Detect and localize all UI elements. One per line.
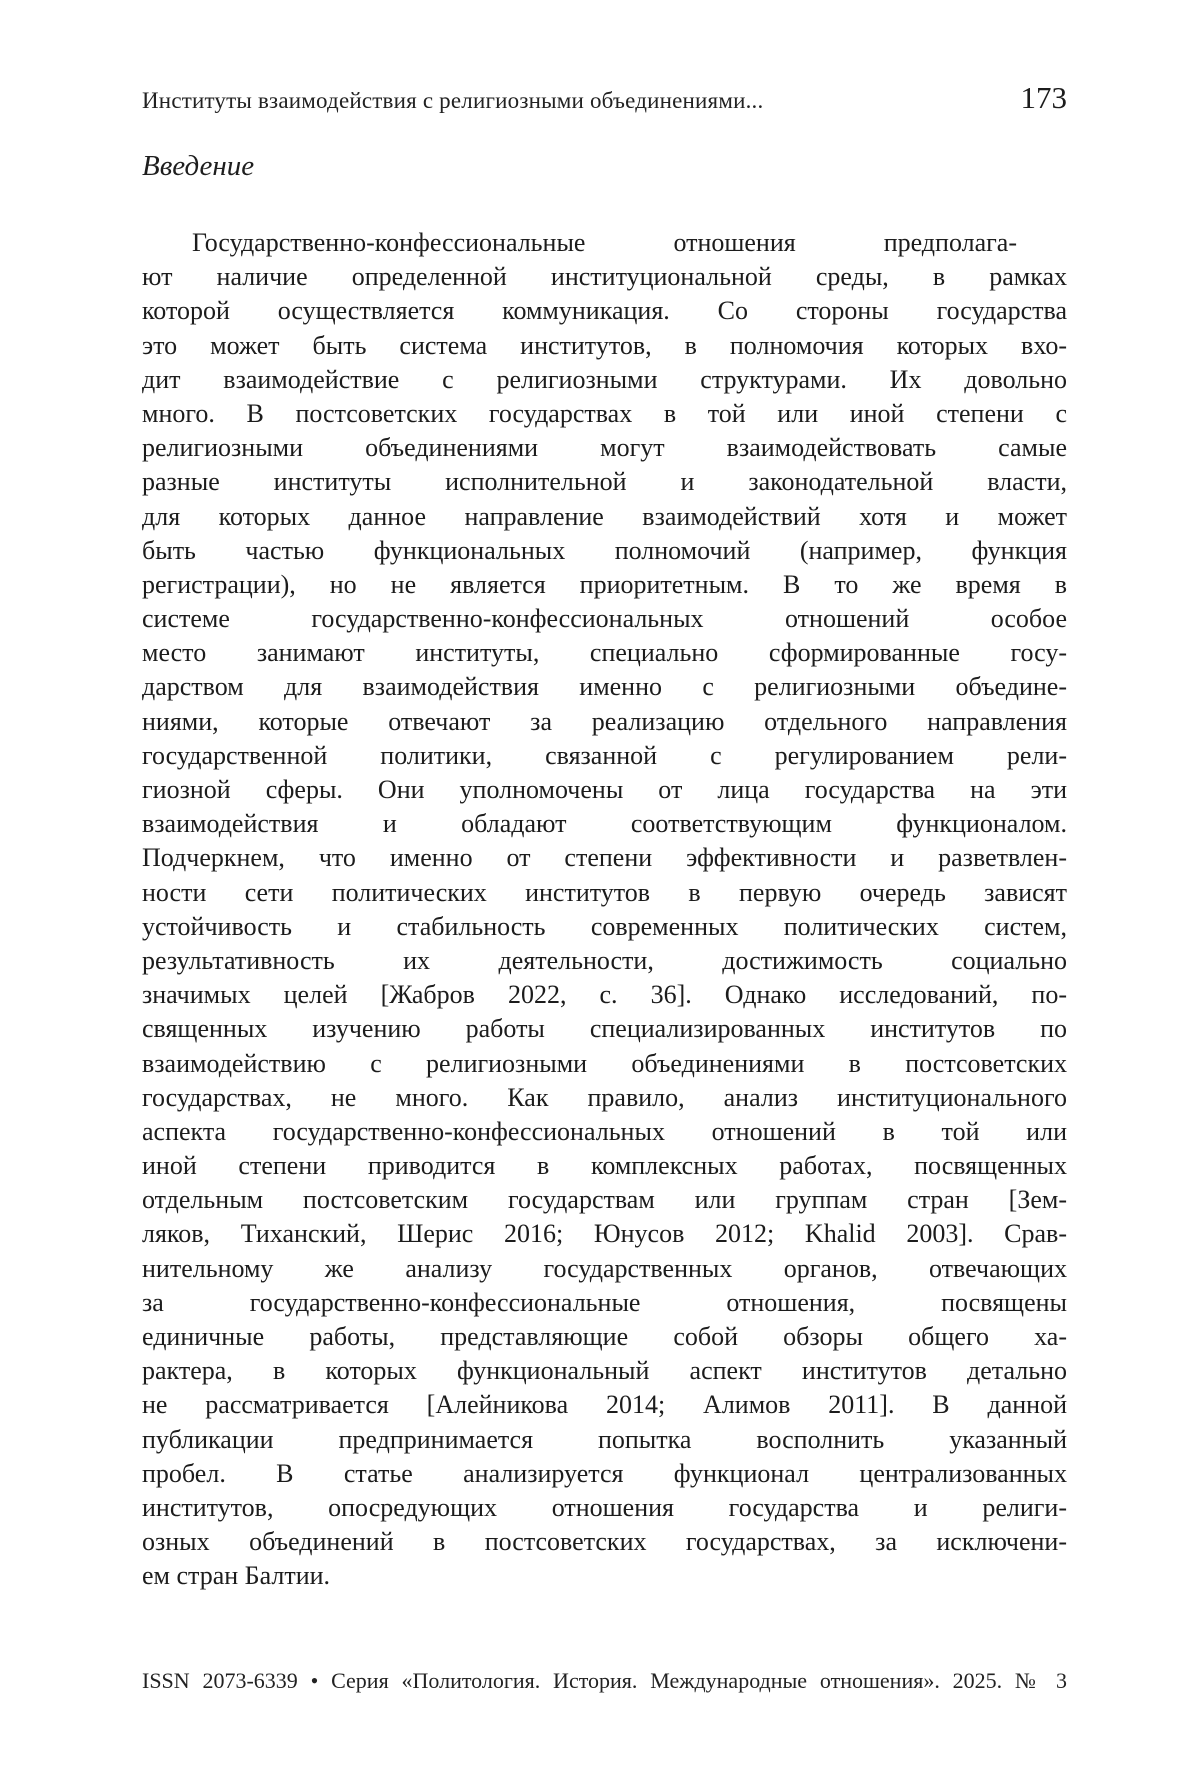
- body-text-line: ниями, которые отвечают за реализацию отдельного направления: [142, 706, 1067, 736]
- body-text-line: за государственно-конфессиональные отношения, посвящены: [142, 1287, 1067, 1317]
- body-text-line: иной степени приводится в комплексных работах, посвященных: [142, 1151, 1067, 1181]
- footer-issn-line: ISSN 2073-6339 • Серия «Политология. История. Международные отношения». 2025. № 3: [142, 1668, 1067, 1693]
- running-head: Институты взаимодействия с религиозными объединениями...: [142, 88, 764, 113]
- body-text-line: Подчеркнем, что именно от степени эффективности и разветвлен-: [142, 843, 1067, 873]
- body-text-line: результативность их деятельности, достижимость социально: [142, 945, 1067, 975]
- body-text-line: системе государственно-конфессиональных отношений особое: [142, 604, 1067, 634]
- body-text-line: не рассматривается [Алейникова 2014; Алимов 2011]. В данной: [142, 1390, 1067, 1420]
- body-text-line: государственной политики, связанной с регулированием рели-: [142, 740, 1067, 770]
- page-header: [142, 80, 1067, 116]
- body-text-line: Государственно-конфессиональные отношения предполага-: [192, 228, 1017, 257]
- body-text-line: государствах, не много. Как правило, анализ институционального: [142, 1082, 1067, 1112]
- page-number: 173: [1020, 80, 1067, 115]
- body-text-line: пробел. В статье анализируется функционал централизованных: [142, 1458, 1067, 1488]
- section-heading: Введение: [142, 150, 255, 182]
- body-text-line: ляков, Тиханский, Шерис 2016; Юнусов 2012; Khalid 2003]. Срав-: [142, 1219, 1067, 1249]
- body-text-line: религиозными объединениями могут взаимодействовать самые: [142, 433, 1067, 463]
- body-text-line: место занимают институты, специально сформированные госу-: [142, 638, 1067, 668]
- body-text-line: озных объединений в постсоветских государствах, за исключени-: [142, 1527, 1067, 1557]
- body-text-line: рактера, в которых функциональный аспект институтов детально: [142, 1356, 1067, 1386]
- body-text-line: аспекта государственно-конфессиональных отношений в той или: [142, 1116, 1067, 1146]
- body-text-line: которой осуществляется коммуникация. Со стороны государства: [142, 296, 1067, 326]
- body-text-line: разные институты исполнительной и законодательной власти,: [142, 467, 1067, 497]
- body-text-line: дарством для взаимодействия именно с религиозными объедине-: [142, 672, 1067, 702]
- body-text-line: быть частью функциональных полномочий (например, функция: [142, 535, 1067, 565]
- body-text-line: значимых целей [Жабров 2022, с. 36]. Однако исследований, по-: [142, 980, 1067, 1010]
- body-text-line: дит взаимодействие с религиозными структурами. Их довольно: [142, 364, 1067, 394]
- body-text-line: отдельным постсоветским государствам или группам стран [Зем-: [142, 1185, 1067, 1215]
- body-text-line: гиозной сферы. Они уполномочены от лица государства на эти: [142, 775, 1067, 804]
- body-text-line: много. В постсоветских государствах в той или иной степени с: [142, 398, 1067, 428]
- body-text-line: единичные работы, представляющие собой обзоры общего ха-: [142, 1322, 1067, 1351]
- body-text-line: для которых данное направление взаимодействий хотя и может: [142, 501, 1067, 531]
- body-text-line: священных изучению работы специализированных институтов по: [142, 1014, 1067, 1044]
- body-text-line: нительному же анализу государственных органов, отвечающих: [142, 1253, 1067, 1283]
- body-text-line: это может быть система институтов, в полномочия которых вхо-: [142, 330, 1067, 360]
- body-text-line: институтов, опосредующих отношения государства и религи-: [142, 1492, 1067, 1522]
- body-text-line: ют наличие определенной институциональной среды, в рамках: [142, 262, 1067, 292]
- body-paragraph: [142, 226, 1067, 1594]
- body-text-line: регистрации), но не является приоритетным. В то же время в: [142, 569, 1067, 599]
- body-text-line: ности сети политических институтов в первую очередь зависят: [142, 877, 1067, 907]
- body-text-line: ем стран Балтии.: [142, 1561, 331, 1591]
- body-text-line: взаимодействию с религиозными объединениями в постсоветских: [142, 1048, 1067, 1078]
- body-text-line: взаимодействия и обладают соответствующим функционалом.: [142, 809, 1067, 839]
- body-text-line: устойчивость и стабильность современных политических систем,: [142, 911, 1067, 941]
- body-text-line: публикации предпринимается попытка восполнить указанный: [142, 1424, 1067, 1454]
